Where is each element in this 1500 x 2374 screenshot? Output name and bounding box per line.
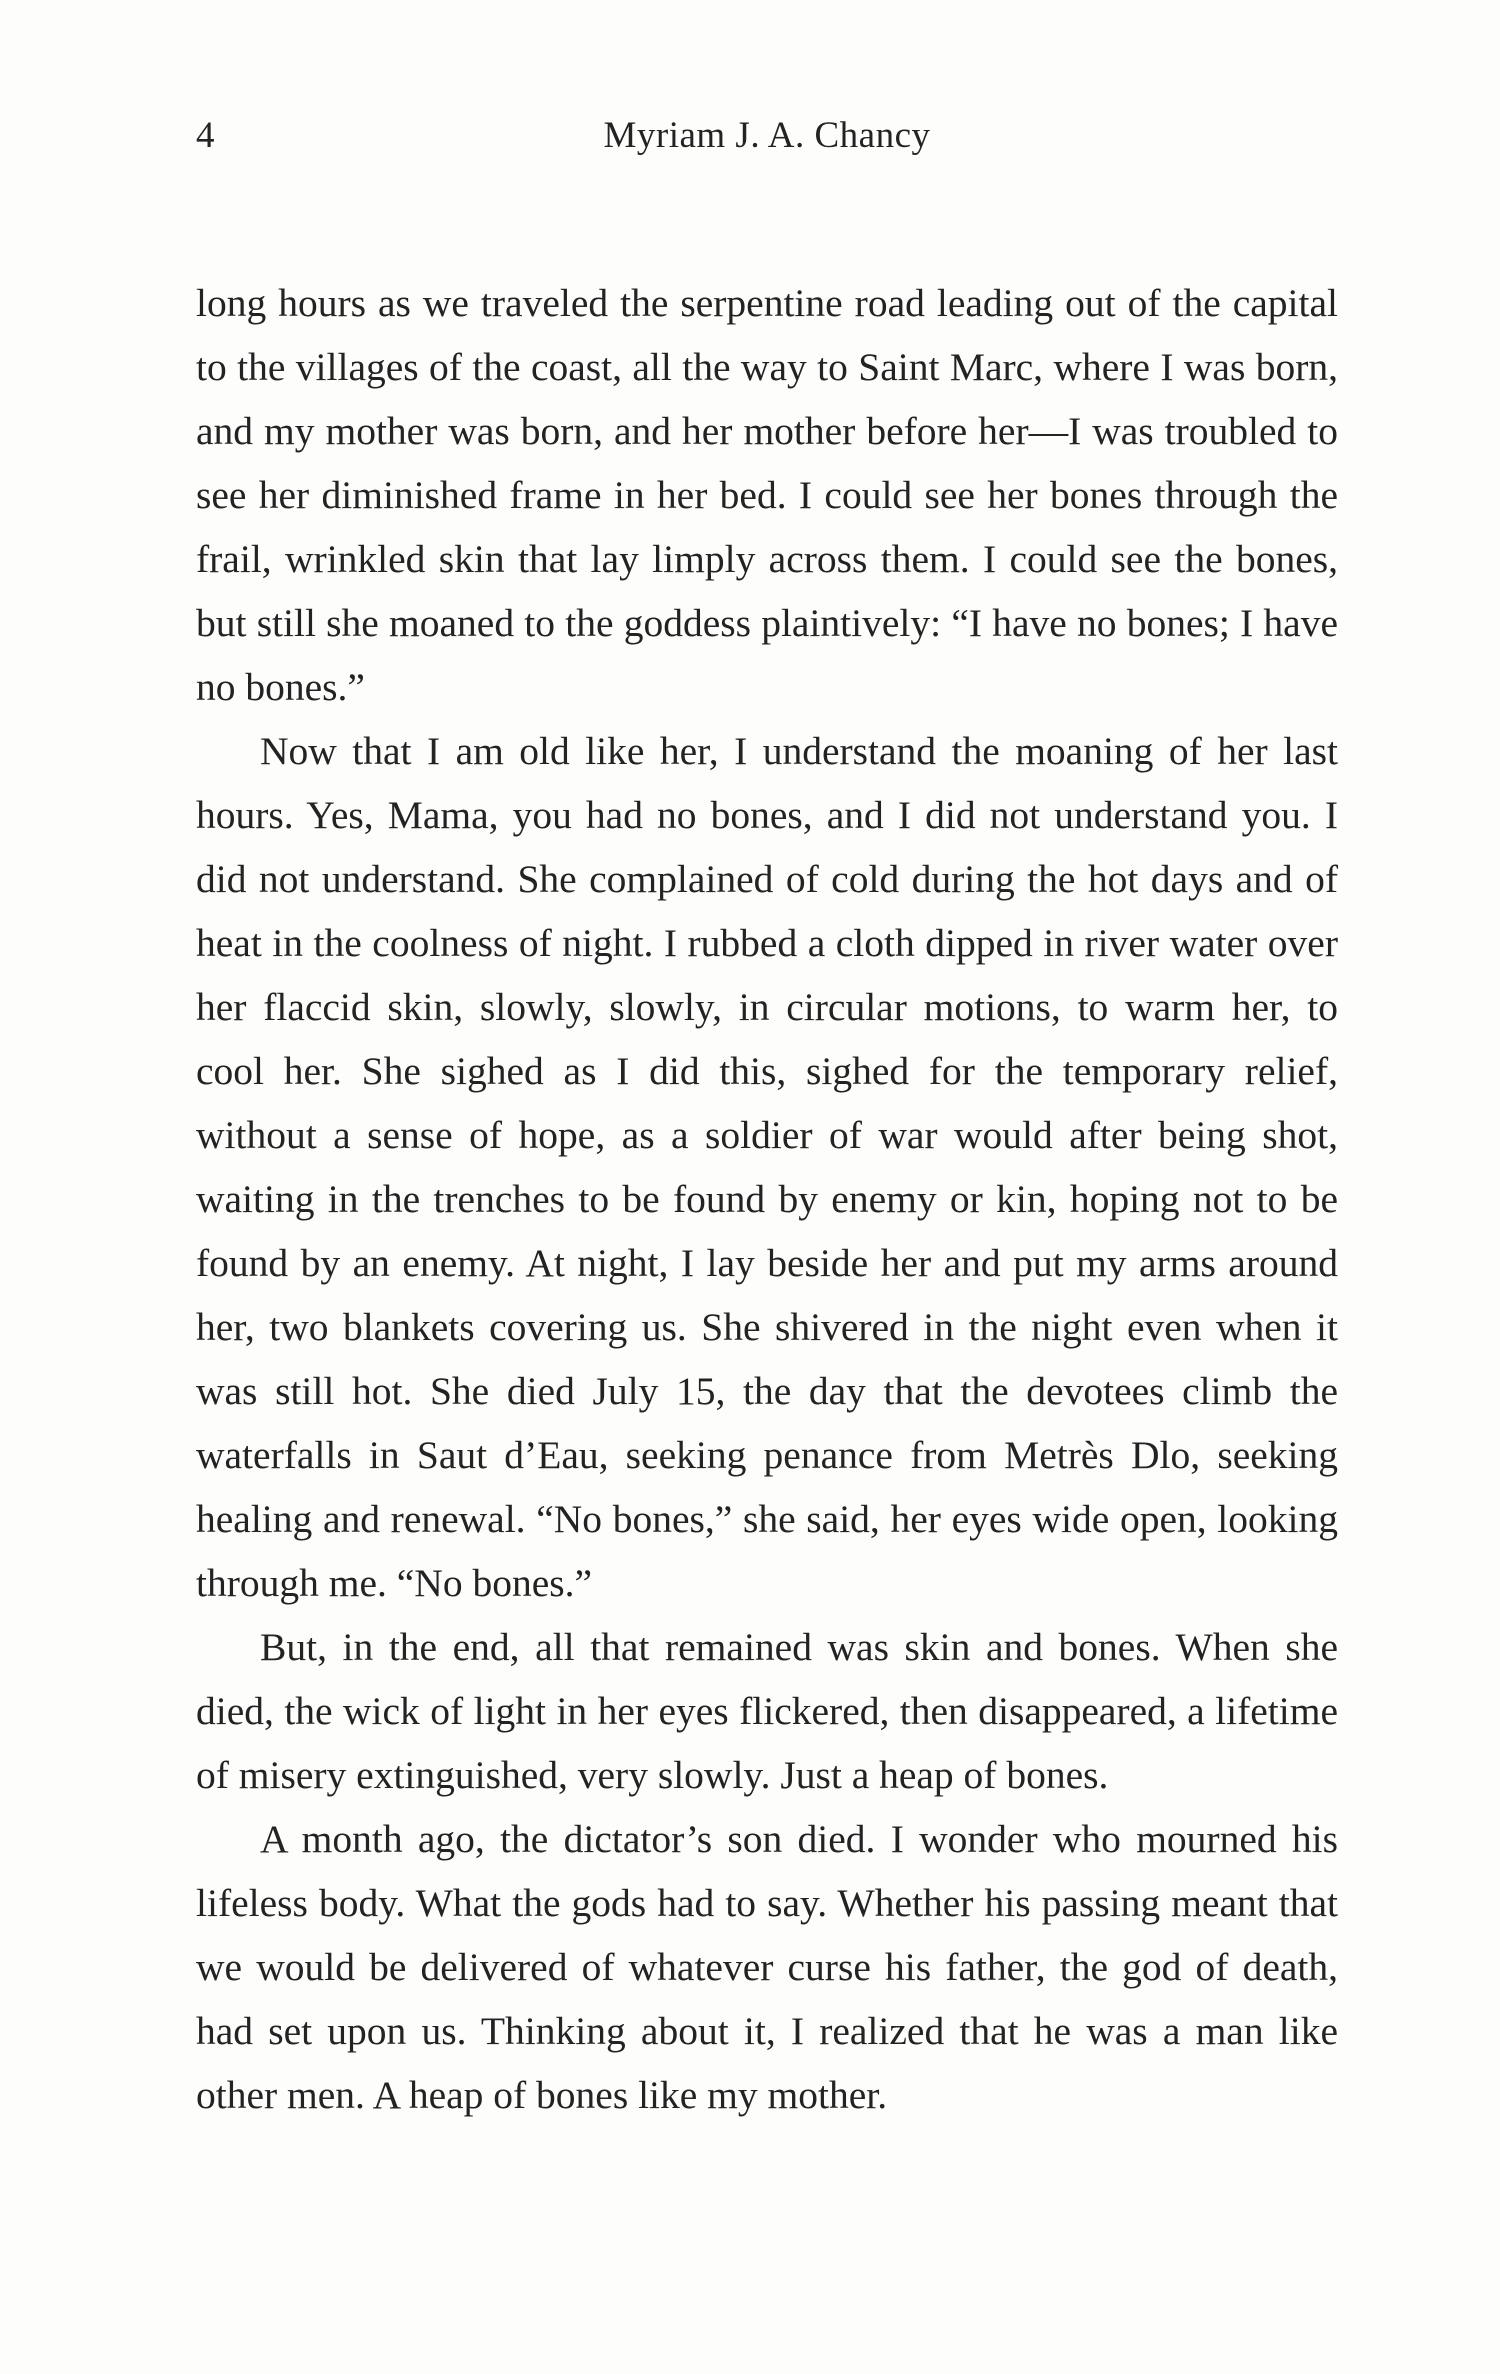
paragraph-1: long hours as we traveled the serpentine road leading out of the capital to the villages of the coast, all the way to Saint Marc, where I was born, and my mother was born, and her mother before her—I was troubled to see her diminished frame in her bed. I could see her bones through the frail, wrinkled skin that lay limply across them. I could see the bones, but still she moaned to the goddess plaintively: “I have no bones; I have no bones.” — [196, 281, 1338, 709]
body-text — [196, 271, 1338, 2127]
paragraph-3: But, in the end, all that remained was skin and bones. When she died, the wick of light in her eyes flickered, then disappeared, a lifetime of misery extinguished, very slowly. Just a heap of bones. — [196, 1625, 1338, 1797]
paragraph-2: Now that I am old like her, I understand the moaning of her last hours. Yes, Mama, you had no bones, and I did not understand you. I did not understand. She complained of cold during the hot days and of heat in the coolness of night. I rubbed a cloth dipped in river water over her flaccid skin, slowly, slowly, in circular motions, to warm her, to cool her. She sighed as I did this, sighed for the temporary relief, without a sense of hope, as a soldier of war would after being shot, waiting in the trenches to be found by enemy or kin, hoping not to be found by an enemy. At night, I lay beside her and put my arms around her, two blankets covering us. She shivered in the night even when it was still hot. She died July 15, the day that the devotees climb the waterfalls in Saut d’Eau, seeking penance from Metrès Dlo, seeking healing and renewal. “No bones,” she said, her eyes wide open, looking through me. “No bones.” — [196, 729, 1338, 1605]
running-head: Myriam J. A. Chancy — [603, 115, 931, 156]
page-number: 4 — [196, 115, 215, 156]
paragraph-4: A month ago, the dictator’s son died. I wonder who mourned his lifeless body. What the gods had to say. Whether his passing meant that we would be delivered of whatever curse his father, the god of death, had set upon us. Thinking about it, I realized that he was a man like other men. A heap of bones like my mother. — [196, 1817, 1338, 2117]
page-header — [196, 108, 1338, 164]
